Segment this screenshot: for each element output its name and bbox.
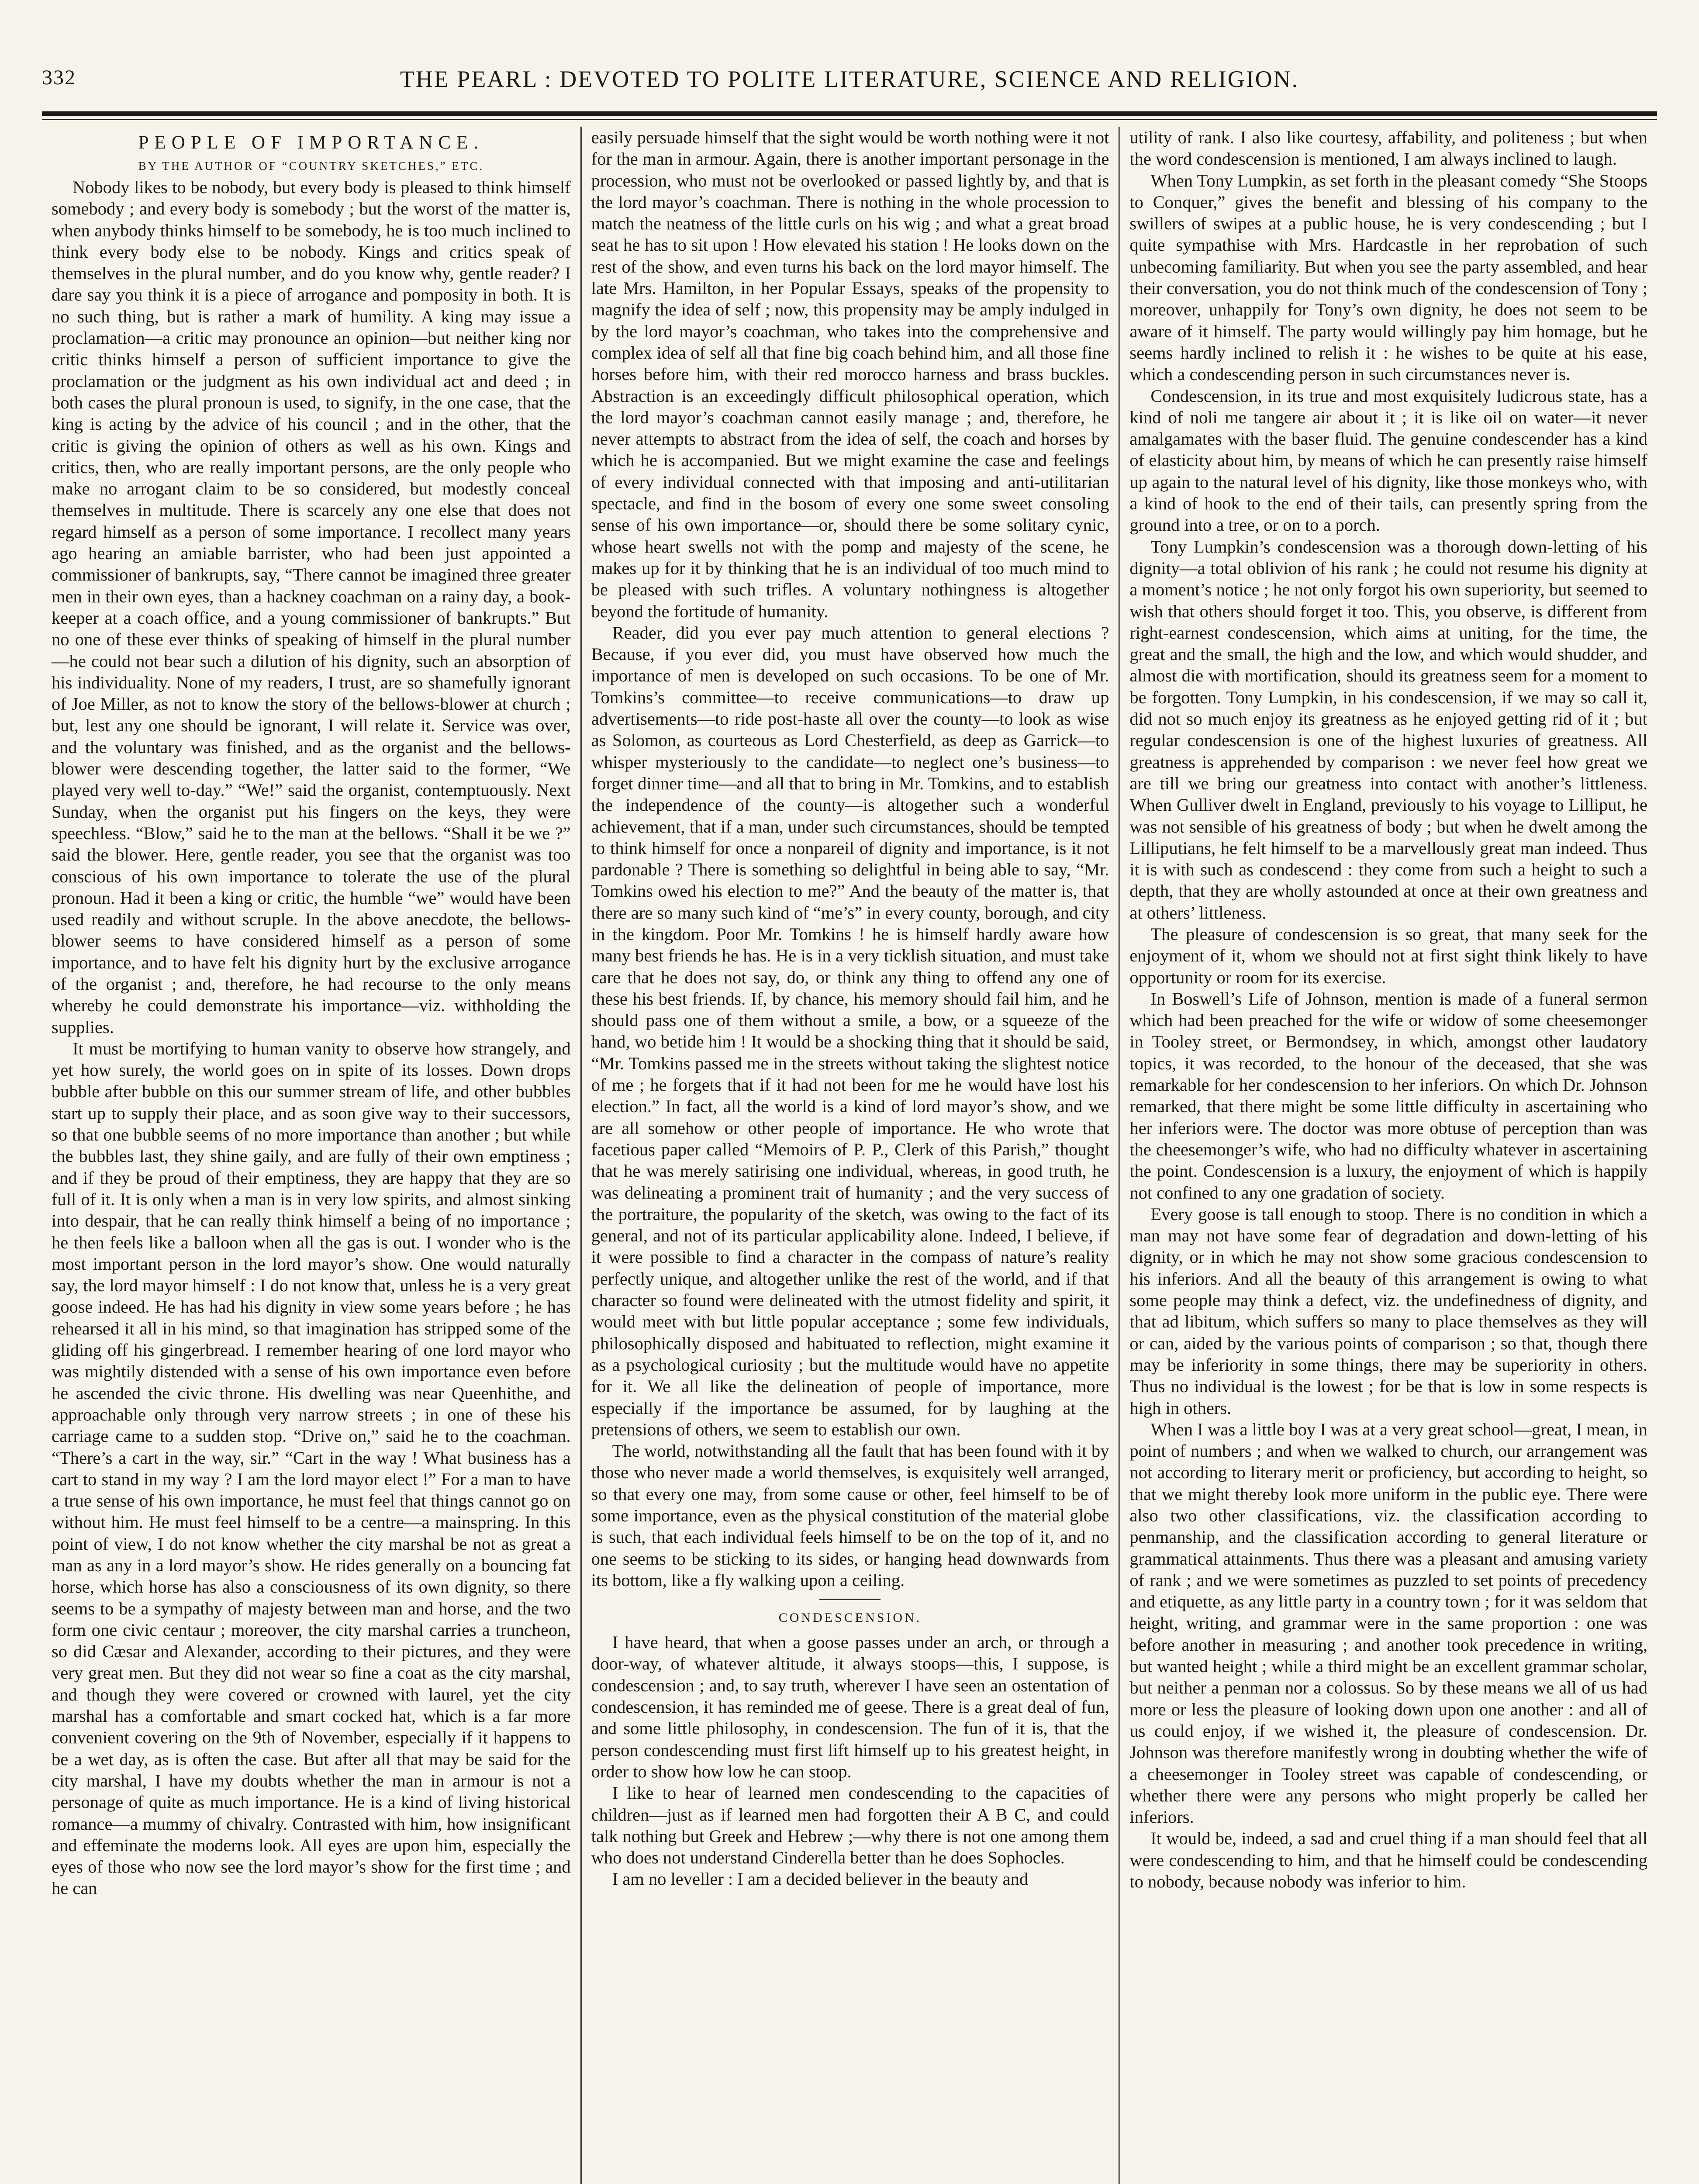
paragraph: Tony Lumpkin’s condescension was a thorough down-letting of his dignity—a total oblivion of his rank ; he could not resume his dignity at a moment’s notice ; he not only forgot his own superiority, but seemed to wish that others should forget it too. This, you observe, is different from right-earnest condescension, which aims at uniting, for the time, the great and the small, the high and the low, and which would shudder, and almost die with mortification, should its greatness seem for a moment to be forgotten. Tony Lumpkin, in his condescension, if we may so call it, did not so much enjoy its greatness as he enjoyed getting rid of it ; but regular condescension is one of the highest luxuries of greatness. All greatness is apprehended by comparison : we never feel how great we are till we bring our greatness into contact with another’s littleness. When Gulliver dwelt in England, previously to his voyage to Lilliput, he was not sensible of his greatness of body ; but when he dwelt among the Lilliputians, he felt himself to be a marvellously great man indeed. Thus it is with such as condescend : they come from such a height to such a depth, that they are wholly astounded at once at their own greatness and at others’ littleness. bbox=[1129, 536, 1647, 923]
paragraph: When I was a little boy I was at a very great school—great, I mean, in point of numbers ; and when we walked to church, our arrangement was not according to literary merit or proficiency, but according to height, so that we might thereby look more uniform in the public eye. There were also two other classifications, viz. the classification according to penmanship, and the classification according to general literature or grammatical attainments. Thus there was a pleasant and amusing variety of rank ; and we were sometimes as puzzled to set points of precedency and etiquette, as any little party in a country town ; for it was seldom that height, writing, and grammar were in the same proportion : one was before another in measuring ; and another took precedence in writing, but wanted height ; while a third might be an excellent grammar scholar, but neither a penman nor a colossus. So by these means we all of us had more or less the pleasure of looking down upon one another : and all of us could enjoy, if we wished it, the pleasure of condescension. Dr. Johnson was therefore manifestly wrong in doubting whether the wife of a cheesemonger in Tooley street was capable of condescending, or whether there were any persons who might properly be called her inferiors. bbox=[1129, 1419, 1647, 1827]
article-title: PEOPLE OF IMPORTANCE. bbox=[138, 132, 484, 153]
paragraph: utility of rank. I also like courtesy, affability, and politeness ; but when the word condescension is mentioned, I am always inclined to laugh. bbox=[1129, 128, 1647, 169]
column-2 bbox=[580, 127, 1119, 2184]
header-rule-thin bbox=[42, 119, 1657, 120]
running-head: THE PEARL : DEVOTED TO POLITE LITERATURE, SCIENCE AND RELIGION. bbox=[400, 66, 1299, 92]
paragraph: When Tony Lumpkin, as set forth in the pleasant comedy “She Stoops to Conquer,” gives the benefit and blessing of his company to the swillers of swipes at a public house, he is very condescending ; but I quite sympathise with Mrs. Hardcastle in her reprobation of such unbecoming familiarity. But when you see the party assembled, and hear their conversation, you do not think much of the condescension of Tony ; moreover, unhappily for Tony’s own dignity, he does not seem to be aware of it himself. The party would willingly pay him homage, but he seems hardly inclined to relish it : he wishes to be quite at his ease, which a condescending person in such circumstances never is. bbox=[1129, 170, 1647, 384]
column-1-body bbox=[52, 176, 571, 1899]
paragraph: It would be, indeed, a sad and cruel thing if a man should feel that all were condescending to him, and that he himself could be condescending to nobody, because nobody was inferior to him. bbox=[1129, 1828, 1647, 1892]
columns bbox=[42, 127, 1657, 2184]
paragraph: I am no leveller : I am a decided believer in the beauty and bbox=[612, 1869, 1029, 1889]
paragraph: Reader, did you ever pay much attention to general elections ? Because, if you ever did, you must have observed how much the importance of men is developed on such occasions. To be one of Mr. Tomkins’s committee—to receive communications—to draw up advertisements—to ride post-haste all over the county—to look as wise as Solomon, as courteous as Lord Chesterfield, as deep as Garrick—to whisper mysteriously to the candidate—to neglect one’s business—to forget dinner time—and all that to bring in Mr. Tomkins, and to establish the independence of the county—is altogether such a wonderful achievement, that if a man, under such circumstances, should be tempted to think himself for once a nonpareil of dignity and importance, is it not pardonable ? There is something so delightful in being able to say, “Mr. Tomkins owed his election to me?” And the beauty of the matter is, that there are so many such kind of “me’s” in every county, borough, and city in the kingdom. Poor Mr. Tomkins ! he is himself hardly aware how many best friends he has. He is in a very ticklish situation, and must take care that he does not say, do, or think any thing to offend any one of these his best friends. If, by chance, his memory should fail him, and he should pass one of them without a smile, a bow, or a squeeze of the hand, wo betide him ! It would be a shocking thing that it should be said, “Mr. Tomkins passed me in the streets without taking the slightest notice of me ; he forgets that if it had not been for me he would have lost his election.” In fact, all the world is a kind of lord mayor’s show, and we are all somehow or other people of importance. He who wrote that facetious paper called “Memoirs of P. P., Clerk of this Parish,” thought that he was merely satirising one individual, whereas, in good truth, he was delineating a prominent trait of humanity ; and the very success of the portraiture, the popularity of the sketch, was owing to the fact of its general, and not of its particular applicability alone. Indeed, I believe, if it were possible to find a character in the compass of nature’s reality perfectly unique, and altogether unlike the rest of the world, and if that character so found were delineated with the utmost fidelity and spirit, it would meet with but little popular acceptance ; some few individuals, philosophically disposed and habituated to reflection, might examine it as a psychological curiosity ; but the multitude would have no appetite for it. We all like the delineation of people of importance, more especially if the importance be assumed, for by laughing at the pretensions of others, we seem to establish our own. bbox=[591, 622, 1109, 1439]
paragraph: I like to hear of learned men condescending to the capacities of children—just as if learned men had forgotten their A B C, and could talk nothing but Greek and Hebrew ;—why there is not one among them who does not understand Cinderella better than he does Sophocles. bbox=[591, 1783, 1109, 1868]
section-heading-condescension: CONDESCENSION. bbox=[778, 1610, 922, 1625]
paragraph: Nobody likes to be nobody, but every body is pleased to think himself somebody ; and every body is somebody ; but the worst of the matter is, when anybody thinks himself to be somebody, he is too much inclined to think every body else to be nobody. Kings and critics speak of themselves in the plural number, and do you know why, gentle reader? I dare say you think it is a piece of arrogance and pomposity in both. It is no such thing, but is rather a mark of humility. A king may issue a proclamation—a critic may pronounce an opinion—but neither king nor critic thinks himself a person of sufficient importance to give the proclamation or the judgment as his own individual act and deed ; in both cases the plural pronoun is used, to signify, in the one case, that the king is acting by the advice of his council ; and in the other, that the critic is giving the opinion of others as well as his own. Kings and critics, then, who are really important persons, are the only people who make no arrogant claim to be so considered, but modestly conceal themselves in multitude. There is scarcely any one else that does not regard himself as a person of some importance. I recollect many years ago hearing an amiable barrister, who had been just appointed a commissioner of bankrupts, say, “There cannot be imagined three greater men in their own eyes, than a hackney coachman on a rainy day, a book-keeper at a coach office, and a young commissioner of bankrupts.” But no one of these ever thinks of speaking of himself in the plural number—he could not bear such a dilution of his dignity, such an absorption of his individuality. None of my readers, I trust, are so shamefully ignorant of Joe Miller, as not to know the story of the bellows-blower at church ; but, lest any one should be ignorant, I will relate it. Service was over, and the voluntary was finished, and as the organist and the bellows-blower were descending together, the latter said to the former, “We played very well to-day.” “We!” said the organist, contemptuously. Next Sunday, when the organist put his fingers on the keys, they were speechless. “Blow,” said he to the man at the bellows. “Shall it be we ?” said the blower. Here, gentle reader, you see that the organist was too conscious of his own importance to tolerate the use of the plural pronoun. Had it been a king or critic, the humble “we” would have been used readily and without scruple. In the above anecdote, the bellows-blower seems to have considered himself as a person of some importance, and to have felt his dignity hurt by the exclusive arrogance of the organist ; and, therefore, he had recourse to the only means whereby he could demonstrate his importance—viz. withholding the supplies. bbox=[52, 177, 571, 1037]
page-header bbox=[42, 66, 1657, 109]
paragraph: The world, notwithstanding all the fault that has been found with it by those who never made a world themselves, is exquisitely well arranged, so that every one may, from some cause or other, feel himself to be of some importance, even as the physical constitution of the material globe is such, that each individual feels himself to be on the top of it, and no one seems to be sticking to its sides, or hanging head downwards from its bottom, like a fly walking upon a ceiling. bbox=[591, 1441, 1109, 1590]
header-rule-thick bbox=[42, 111, 1657, 116]
paragraph: In Boswell’s Life of Johnson, mention is made of a funeral sermon which had been preached for the wife or widow of some cheesemonger in Tooley street, or Bermondsey, in which, amongst other laudatory topics, it was recorded, to the honour of the deceased, that she was remarkable for her condescension to her inferiors. On which Dr. Johnson remarked, that there might be some little difficulty in ascertaining who her inferiors were. The doctor was more obtuse of perception than was the cheesemonger’s wife, who had no difficulty whatever in ascertaining the point. Condescension is a luxury, the enjoyment of which is happily not confined to any one gradation of society. bbox=[1129, 988, 1647, 1203]
paragraph: I have heard, that when a goose passes under an arch, or through a door-way, of whatever altitude, it always stoops—this, I suppose, is condescension ; and, to say truth, wherever I have seen an ostentation of condescension, it has reminded me of geese. There is a great deal of fun, and some little philosophy, in condescension. The fun of it is, that the person condescending must first lift himself up to his greatest height, in order to show how low he can stoop. bbox=[591, 1632, 1109, 1781]
paragraph: It must be mortifying to human vanity to observe how strangely, and yet how surely, the world goes on in spite of its losses. Down drops bubble after bubble on this our summer stream of life, and other bubbles start up to supply their place, and as soon give way to their successors, so that one bubble seems of no more importance than another ; but while the bubbles last, they shine gaily, and are fully of their own emptiness ; and if they be proud of their emptiness, they are happy that they are so full of it. It is only when a man is in very low spirits, and almost sinking into despair, that he can really think himself a being of no importance ; he then feels like a balloon when all the gas is out. I wonder who is the most important person in the lord mayor’s show. One would naturally say, the lord mayor himself : I do not know that, unless he is a very great goose indeed. He has had his dignity in view some years before ; he has rehearsed it all in his mind, so that imagination has stripped some of the gliding off his gingerbread. I remember hearing of one lord mayor who was mightily distended with a sense of his own importance even before he ascended the civic throne. His dwelling was near Queenhithe, and approachable only through very narrow streets ; in one of these his carriage came to a sudden stop. “Drive on,” said he to the coachman. “There’s a cart in the way, sir.” “Cart in the way ! What business has a cart to stand in my way ? I am the lord mayor elect !” For a man to have a true sense of his own importance, he must feel that things cannot go on without him. He must feel himself to be a centre—a mainspring. In this point of view, I do not know whether the city marshal be not as great a man as any in a lord mayor’s show. He rides generally on a bouncing fat horse, which horse has also a consciousness of its own dignity, so there seems to be a sympathy of majesty between man and horse, and the two form one civic centaur ; moreover, the city marshal carries a truncheon, so did Cæsar and Alexander, according to their pictures, and they were very great men. But they did not wear so fine a coat as the city marshal, and though they were covered or crowned with laurel, yet the city marshal has a comfortable and smart cocked hat, which is a far more convenient covering on the 9th of November, especially if it happens to be a wet day, as is often the case. But after all that may be said for the city marshal, I have my doubts whether the man in armour is not a personage of quite as much importance. He is a kind of living historical romance—a mummy of chivalry. Contrasted with him, how insignificant and effeminate the moderns look. All eyes are upon him, especially the eyes of those who now see the lord mayor’s show for the first time ; and he can bbox=[52, 1038, 571, 1898]
paragraph: The pleasure of condescension is so great, that many seek for the enjoyment of it, whom we should not at first sight think likely to have opportunity or room for its exercise. bbox=[1129, 924, 1647, 987]
paragraph: easily persuade himself that the sight would be worth nothing were it not for the man in armour. Again, there is another important personage in the procession, who must not be overlooked or passed lightly by, and that is the lord mayor’s coachman. There is nothing in the whole procession to match the neatness of the little curls on his wig ; and what a great broad seat he has to sit upon ! How elevated his station ! He looks down on the rest of the show, and even turns his back on the lord mayor himself. The late Mrs. Hamilton, in her Popular Essays, speaks of the propensity to magnify the idea of self ; now, this propensity may be amply indulged in by the lord mayor’s coachman, who takes into the comprehensive and complex idea of self all that fine big coach behind him, and all those fine horses before him, with their red morocco harness and brass buckles. Abstraction is an exceedingly difficult philosophical operation, which the lord mayor’s coachman cannot easily manage ; and, therefore, he never attempts to abstract from the idea of self, the coach and horses by which he is accompanied. But we might examine the case and feelings of every individual connected with that imposing and anti-utilitarian spectacle, and find in the bosom of every one some sweet consoling sense of his own importance—or, should there be some solitary cynic, whose heart swells not with the pomp and majesty of the scene, he makes up for it by thinking that he is an individual of too much mind to be pleased with such trifles. A voluntary nothingness is altogether beyond the fortitude of humanity. bbox=[591, 128, 1109, 621]
column-3 bbox=[1119, 127, 1657, 2184]
column-1 bbox=[42, 127, 580, 2184]
paragraph: Condescension, in its true and most exquisitely ludicrous state, has a kind of noli me tangere air about it ; it is like oil on water—it never amalgamates with the baser fluid. The genuine condescender has a kind of elasticity about him, by means of which he can presently raise himself up again to the natural level of his dignity, like those monkeys who, with a kind of hook to the end of their tails, can presently spring from the ground into a tree, or on to a porch. bbox=[1129, 386, 1647, 535]
article-byline: BY THE AUTHOR OF “COUNTRY SKETCHES,” ETC. bbox=[138, 159, 484, 173]
paragraph: Every goose is tall enough to stoop. There is no condition in which a man may not have some fear of degradation and down-letting of his dignity, or in which he may not show some gracious condescension to his inferiors. And all the beauty of this arrangement is owing to what some people may think a defect, viz. the undefinedness of dignity, and that ad libitum, which suffers so many to place themselves as they will or can, aided by the various points of comparison ; so that, though there may be inferiority in some things, there may be superiority in others. Thus no individual is the lowest ; for be that is low in some respects is high in others. bbox=[1129, 1204, 1647, 1418]
page-number: 332 bbox=[42, 66, 76, 89]
section-divider bbox=[819, 1599, 881, 1600]
